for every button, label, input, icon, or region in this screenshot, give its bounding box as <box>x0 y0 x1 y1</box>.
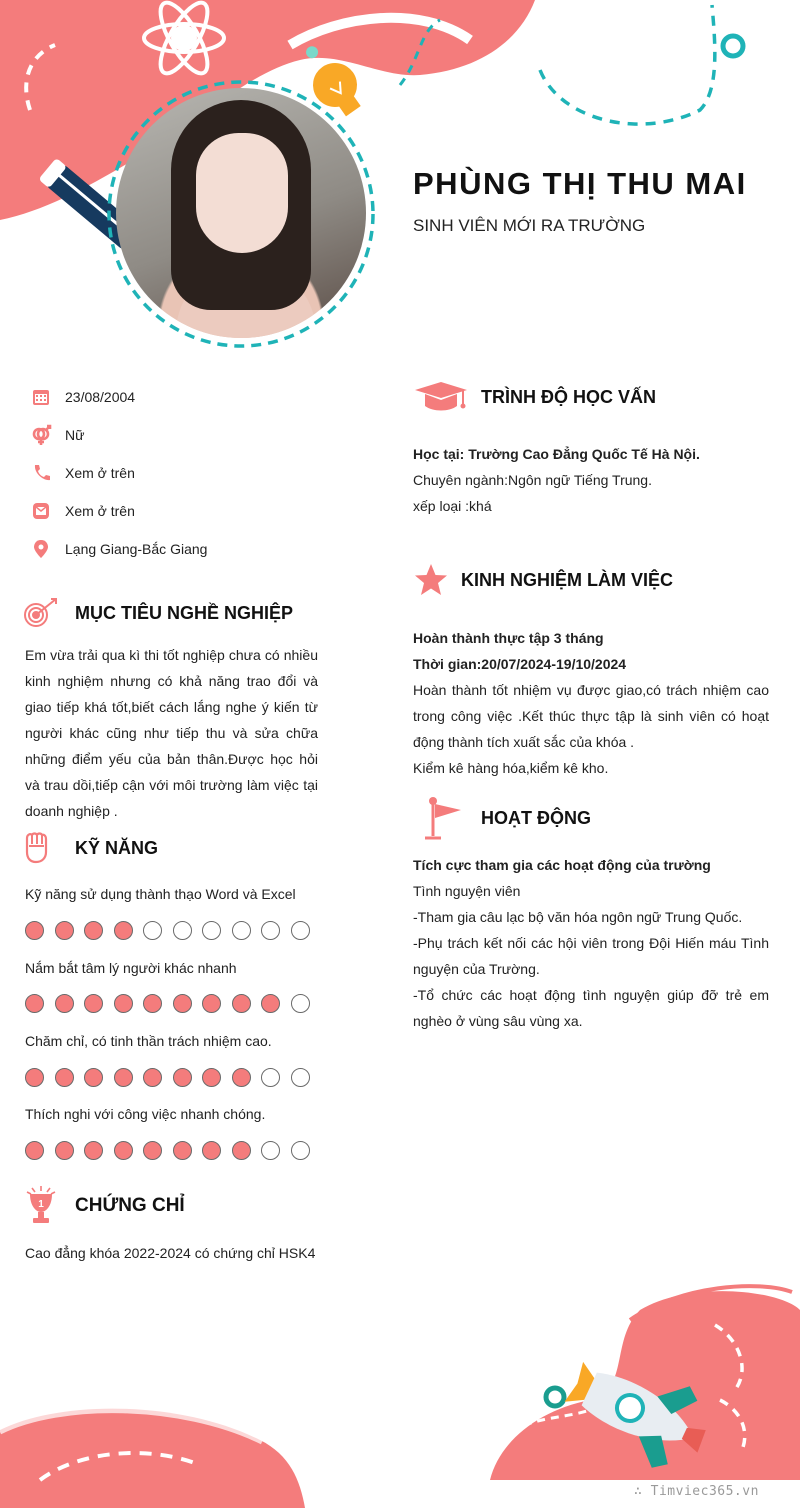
skill-rating <box>25 1141 320 1160</box>
rating-dot-filled <box>202 994 221 1013</box>
rating-dot-filled <box>114 921 133 940</box>
rating-dot-filled <box>173 1141 192 1160</box>
gender-text: Nữ <box>65 427 85 443</box>
rating-dot-empty <box>291 1141 310 1160</box>
rating-dot-filled <box>114 994 133 1013</box>
activities-heading <box>413 796 591 840</box>
rating-dot-filled <box>143 994 162 1013</box>
rating-dot-filled <box>55 1068 74 1087</box>
rating-dot-empty <box>232 921 251 940</box>
birthday-text: 23/08/2004 <box>65 389 136 405</box>
activity-line: Tình nguyện viên <box>413 883 521 899</box>
certificates-text: Cao đẳng khóa 2022-2024 có chứng chỉ HSK4 <box>25 1245 316 1261</box>
objective-heading <box>24 597 293 629</box>
gender-icon <box>30 424 52 446</box>
rating-dot-empty <box>173 921 192 940</box>
rating-dot-filled <box>114 1141 133 1160</box>
rating-dot-filled <box>202 1068 221 1087</box>
rating-dot-empty <box>291 1068 310 1087</box>
footer-decoration-right <box>480 1280 800 1508</box>
rating-dot-empty <box>261 921 280 940</box>
avatar <box>116 88 366 338</box>
skills-title: KỸ NĂNG <box>75 837 159 858</box>
skill-rating <box>25 921 320 940</box>
skills-heading <box>24 832 158 864</box>
target-icon <box>24 597 60 629</box>
activities-headline: Tích cực tham gia các hoạt động của trường <box>413 857 711 873</box>
activity-line: -Tổ chức các hoạt động tình nguyện giúp đỡ trẻ em nghèo ở vùng sâu vùng xa. <box>413 987 769 1029</box>
experience-period: Thời gian:20/07/2024-19/10/2024 <box>413 656 627 672</box>
experience-description: Hoàn thành tốt nhiệm vụ được giao,có trách nhiệm cao trong công việc .Kết thúc thực tập là sinh viên có hoạt động thành tích xuất sắc của khóa . <box>413 682 769 750</box>
rating-dot-filled <box>232 1068 251 1087</box>
rating-dot-filled <box>143 1141 162 1160</box>
rating-dot-filled <box>143 1068 162 1087</box>
rating-dot-filled <box>84 1141 103 1160</box>
email-icon <box>30 500 52 522</box>
rating-dot-filled <box>232 1141 251 1160</box>
experience-position: Hoàn thành thực tập 3 tháng <box>413 630 604 646</box>
skill-label: Kỹ năng sử dụng thành thạo Word và Excel <box>25 886 296 902</box>
ring-icon <box>546 1388 564 1406</box>
rating-dot-empty <box>291 921 310 940</box>
rating-dot-filled <box>25 1141 44 1160</box>
activity-line: -Tham gia câu lạc bộ văn hóa ngôn ngữ Trung Quốc. <box>413 909 743 925</box>
rating-dot-filled <box>55 1141 74 1160</box>
contact-address <box>30 538 207 560</box>
email-text: Xem ở trên <box>65 503 135 519</box>
contact-gender <box>30 424 84 446</box>
footer-decoration-left <box>0 1390 320 1508</box>
candidate-name: PHÙNG THỊ THU MAI <box>413 166 747 201</box>
rating-dot-empty <box>202 921 221 940</box>
certificates-heading <box>24 1186 185 1226</box>
education-title: TRÌNH ĐỘ HỌC VẤN <box>481 386 656 407</box>
rating-dot-filled <box>25 921 44 940</box>
education-grade: xếp loại :khá <box>413 498 492 514</box>
rating-dot-filled <box>55 921 74 940</box>
experience-extra: Kiểm kê hàng hóa,kiểm kê kho. <box>413 760 609 776</box>
experience-details <box>413 625 769 781</box>
education-major: Chuyên ngành:Ngôn ngữ Tiếng Trung. <box>413 472 652 488</box>
objective-text: Em vừa trải qua kì thi tốt nghiệp chưa có nhiều kinh nghiệm nhưng có khả năng trao đổi và giao tiếp khá tốt,biết cách lắng nghe ý kiến từ người khác cũng như tiếp thu và sửa chữa những điểm yếu của bản thân.Được học hỏi và trau dồi,tiếp cận với môi trường làm việc tại doanh nghiệp . <box>25 647 318 819</box>
rating-dot-filled <box>261 994 280 1013</box>
graduation-cap-icon <box>413 380 469 414</box>
education-details <box>413 441 793 519</box>
experience-heading <box>413 562 673 598</box>
activity-line: -Phụ trách kết nối các hội viên trong Đội Hiến máu Tình nguyện của Trường. <box>413 935 769 977</box>
contact-email <box>30 500 135 522</box>
phone-text: Xem ở trên <box>65 465 135 481</box>
candidate-title: SINH VIÊN MỚI RA TRƯỜNG <box>413 216 646 235</box>
star-icon <box>413 562 449 598</box>
rating-dot-filled <box>173 994 192 1013</box>
rating-dot-filled <box>25 994 44 1013</box>
education-heading <box>413 380 656 414</box>
rating-dot-empty <box>261 1141 280 1160</box>
skill-rating <box>25 1068 320 1087</box>
address-text: Lạng Giang-Bắc Giang <box>65 541 208 557</box>
rating-dot-filled <box>55 994 74 1013</box>
calendar-icon <box>30 386 52 408</box>
rating-dot-empty <box>291 994 310 1013</box>
education-school: Học tại: Trường Cao Đẳng Quốc Tế Hà Nội. <box>413 446 700 462</box>
skill-label: Chăm chỉ, có tinh thần trách nhiệm cao. <box>25 1033 272 1049</box>
objective-title: MỤC TIÊU NGHỀ NGHIỆP <box>75 602 294 623</box>
svg-text:1: 1 <box>38 1199 44 1210</box>
rating-dot-filled <box>173 1068 192 1087</box>
rating-dot-filled <box>84 994 103 1013</box>
fist-icon <box>24 832 60 864</box>
ring-icon <box>723 36 743 56</box>
phone-icon <box>30 462 52 484</box>
location-pin-icon <box>30 538 52 560</box>
activities-details <box>413 852 769 1034</box>
rating-dot-filled <box>84 921 103 940</box>
trophy-icon <box>24 1186 60 1226</box>
experience-title: KINH NGHIỆM LÀM VIỆC <box>461 569 674 590</box>
contact-phone <box>30 462 135 484</box>
skill-label: Nắm bắt tâm lý người khác nhanh <box>25 960 237 976</box>
rating-dot-empty <box>261 1068 280 1087</box>
skill-rating <box>25 994 320 1013</box>
rating-dot-filled <box>84 1068 103 1087</box>
contact-birthday <box>30 386 135 408</box>
rating-dot-filled <box>202 1141 221 1160</box>
skill-label: Thích nghi với công việc nhanh chóng. <box>25 1106 266 1122</box>
certificates-title: CHỨNG CHỈ <box>75 1195 185 1216</box>
rating-dot-empty <box>143 921 162 940</box>
activities-title: HOẠT ĐỘNG <box>481 807 591 828</box>
rating-dot-filled <box>25 1068 44 1087</box>
watermark: ∴ Timviec365.vn <box>634 1484 759 1499</box>
rating-dot-filled <box>114 1068 133 1087</box>
rating-dot-filled <box>232 994 251 1013</box>
flag-icon <box>413 796 469 840</box>
